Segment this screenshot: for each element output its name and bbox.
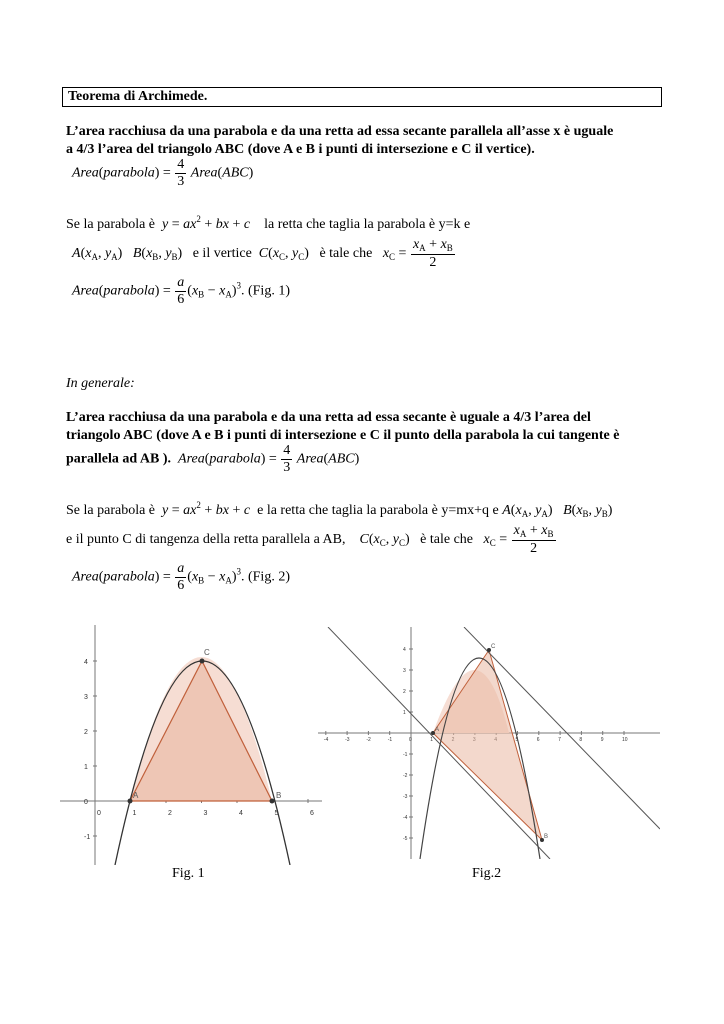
s1-parabola-line: Se la parabola è $y = ax^2$ + bx + c la retta che taglia la parabola è y=k e <box>66 214 471 232</box>
title-box <box>62 87 662 107</box>
fig1-x-tick-label: 5 <box>274 810 279 817</box>
fig1-x-tick-label: 6 <box>310 810 314 817</box>
s2-such-that: è tale che <box>420 532 474 548</box>
s2-intro: Se la parabola è <box>66 503 156 518</box>
figure-2 <box>318 627 660 859</box>
s1-such-that: è tale che <box>319 246 373 262</box>
fig2-y-tick-label: -3 <box>403 794 408 800</box>
s2-parabola-line: Se la parabola è $y = ax^2$ + bx + c e la retta che taglia la parabola è y=mx+q e $A(x_A$, $y_A$) $B(x_B$, $y_B$) <box>66 500 613 519</box>
fig1-label-c: C <box>204 648 210 657</box>
fig2-y-tick-label: -5 <box>403 836 408 842</box>
fig2-x-tick-label: -1 <box>387 737 393 743</box>
s1-statement-line1: L’area racchiusa da una parabola e da una retta ad essa secante parallela all’asse x è uguale <box>66 124 614 139</box>
s2-statement-line1: L’area racchiusa da una parabola e da una retta ad essa secante è uguale a 4/3 l’area del <box>66 410 591 425</box>
s2-fig-ref: . (Fig. 2) <box>240 569 290 585</box>
fig1-y-tick-label: -1 <box>84 834 91 841</box>
fig1-x-tick-label: 0 <box>97 810 101 817</box>
fig2-x-tick-label: -3 <box>345 737 350 743</box>
fig2-y-tick-label: 1 <box>403 710 406 716</box>
fig1-x-tick-label: 2 <box>168 810 172 817</box>
s1-line-text: la retta che taglia la parabola è y=k e <box>264 217 471 232</box>
fig2-x-tick-label: 1 <box>430 737 434 743</box>
fig2-x-tick-label: 8 <box>579 737 583 743</box>
s1-area-formula: Area(parabola) = $\frac{a}{6}$ $(x_B - x_A)^3$. (Fig. 1) <box>72 275 290 307</box>
fig2-x-tick-label: -4 <box>323 737 329 743</box>
fig1-point-b <box>270 799 275 804</box>
s2-statement-line2: triangolo ABC (dove A e B i punti di intersezione e C il punto della parabola la cui tangente è <box>66 428 620 443</box>
fig2-x-tick-label: 6 <box>536 737 540 743</box>
fig1-caption: Fig. 1 <box>172 866 205 881</box>
s1-statement-line2: a 4/3 l’area del triangolo ABC (dove A e B i punti di intersezione e C il vertice). <box>66 142 535 157</box>
s2-line-text: e la retta che taglia la parabola è y=mx+q e <box>257 503 499 518</box>
page-title: Teorema di Archimede. <box>68 89 208 104</box>
fig2-label-b: B <box>544 834 549 840</box>
fig1-label-b: B <box>276 791 282 800</box>
fig2-x-tick-label: 5 <box>515 737 519 743</box>
fig2-x-tick-label: 9 <box>600 737 604 743</box>
fig1-y-tick-label: 1 <box>84 764 88 771</box>
fig1-y-tick-label: 3 <box>84 694 88 701</box>
fig1-point-c <box>200 659 205 664</box>
s2-heading: In generale: <box>66 376 135 391</box>
s1-fig-ref: . (Fig. 1) <box>240 283 290 299</box>
s2-statement-line3-row: parallela ad AB ). Area(parabola) = $\frac{4}{3}$ Area(ABC) <box>66 443 360 475</box>
s1-points-line: $A(x_A$, $y_A$) $B(x_B$, $y_B$) e il vertice $C(x_C$, $y_C$) è tale che $x_C$ = $\frac{x_A + x_B}{2}$ <box>72 237 453 270</box>
fig2-y-tick-label: 3 <box>403 668 406 674</box>
fig1-y-tick-label: 4 <box>84 659 88 666</box>
fig2-x-tick-label: 10 <box>622 737 628 743</box>
s2-area-formula: Area(parabola) = $\frac{a}{6}$ $(x_B - x_A)^3$. (Fig. 2) <box>72 561 290 593</box>
fig2-y-tick-label: 2 <box>403 689 406 695</box>
fig2-y-tick-label: 4 <box>403 647 406 653</box>
fig2-y-tick-label: -2 <box>403 773 408 779</box>
fig2-y-tick-label: -1 <box>403 752 408 758</box>
fig2-secant-line <box>328 627 550 859</box>
fig2-triangle-abc <box>433 650 542 840</box>
s2-tangent-text: e il punto C di tangenza della retta parallela a AB, <box>66 532 346 548</box>
fig2-x-tick-label: 0 <box>409 737 412 743</box>
fig2-caption: Fig.2 <box>472 866 502 881</box>
fig1-y-tick-label: 2 <box>84 729 88 736</box>
fig1-x-tick-label: 1 <box>132 810 137 817</box>
figure-1 <box>60 625 322 865</box>
s1-formula-area: Area(parabola) = $\frac{4}{3}$ Area(ABC) <box>72 157 254 189</box>
fig2-y-tick-label: -4 <box>403 815 408 821</box>
fig1-label-a: A <box>133 791 139 800</box>
s2-statement-line3: parallela ad AB ). <box>66 451 172 467</box>
fig1-y-tick-label: 0 <box>84 799 88 806</box>
fig1-point-a <box>128 799 133 804</box>
s2-tangent-line: e il punto C di tangenza della retta parallela a AB, $C(x_C$, $y_C$) è tale che $x_C$ = $\frac{x_A + x_B}{2}$ <box>66 523 554 556</box>
fig2-label-a: A <box>435 727 440 733</box>
s1-vertex-text: e il vertice <box>192 246 252 262</box>
fig2-x-tick-label: 7 <box>558 737 561 743</box>
fig2-label-c: C <box>491 644 496 650</box>
fig1-x-tick-label: 3 <box>203 810 208 817</box>
fig1-x-tick-label: 4 <box>239 810 243 817</box>
s1-intro: Se la parabola è <box>66 217 156 232</box>
fig2-x-tick-label: -2 <box>366 737 371 743</box>
